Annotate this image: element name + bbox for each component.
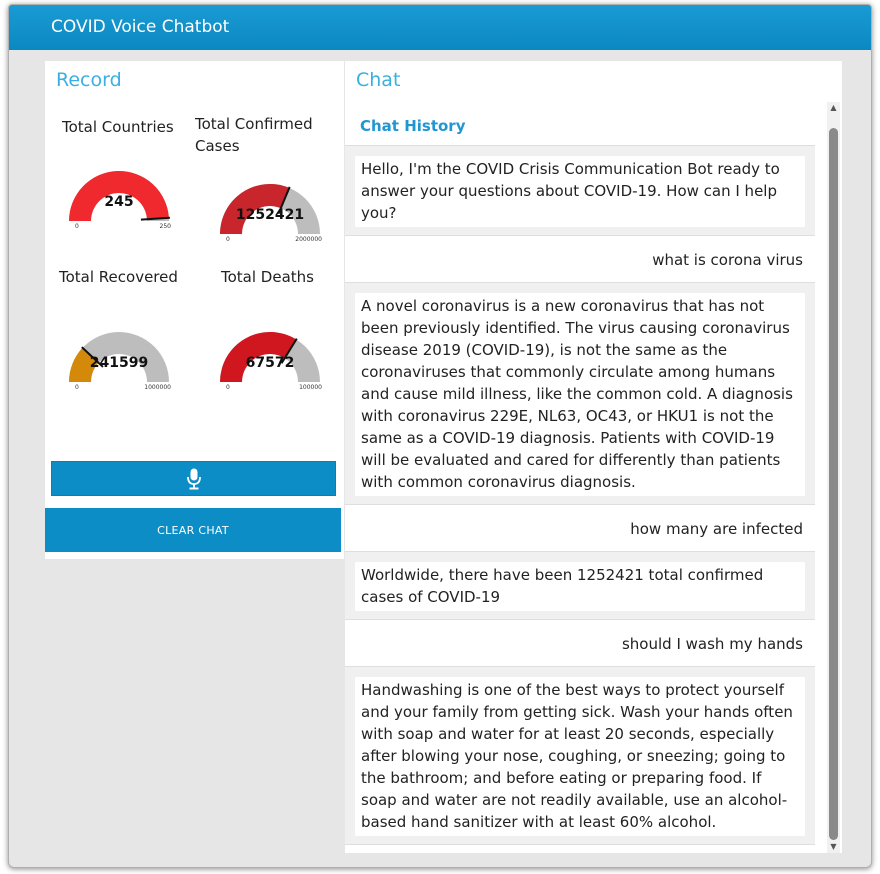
bot-message [345,666,815,845]
chat-scrollbar[interactable] [827,102,840,853]
clear-chat-button[interactable]: CLEAR CHAT [45,508,341,552]
chat-history-title: Chat History [360,117,466,135]
chat-panel [345,61,842,853]
bot-message-text: Handwashing is one of the best ways to protect yourself and your family from getting sick. Wash your hands often with soap and water for at least 20 seconds, especially after blowing your nose, coughing, or sneezing; going to the bathroom; and before eating or preparing food. If soap and water are not readily available, use an alcohol-based hand sanitizer with at least 60% alcohol. [355,677,805,836]
gauge-confirmed-min: 0 [226,236,230,243]
gauge-title-countries: Total Countries [62,118,174,136]
gauge-recovered-arc [65,318,173,388]
microphone-icon [187,468,201,490]
title-bar [9,5,871,50]
gauge-deaths-min: 0 [226,384,230,391]
chat-title: Chat [356,69,401,91]
gauge-countries [65,157,173,230]
gauge-recovered [65,318,173,391]
user-message: how many are infected [345,505,815,551]
gauge-countries-max: 250 [159,223,171,230]
gauge-recovered-min: 0 [75,384,79,391]
user-message: what is corona virus [345,236,815,282]
record-panel [45,61,344,559]
scrollbar-thumb[interactable] [829,128,838,840]
gauge-confirmed-value: 1252421 [235,207,305,223]
gauge-countries-arc [65,157,173,227]
gauge-countries-min: 0 [75,223,79,230]
chat-history-list[interactable] [345,145,815,853]
gauge-title-recovered: Total Recovered [59,268,178,286]
gauge-confirmed [216,170,324,243]
gauge-recovered-value: 241599 [89,355,149,371]
gauge-title-confirmed: Total Confirmed Cases [195,115,313,155]
gauge-countries-value: 245 [104,194,134,210]
scroll-up-arrow-icon[interactable]: ▲ [830,103,837,112]
gauge-deaths-arc [216,318,324,388]
microphone-button[interactable] [51,461,336,496]
user-message: should I wash my hands [345,620,815,666]
app-window [8,4,872,868]
gauge-deaths-value: 67572 [245,355,295,371]
gauge-confirmed-max: 2000000 [295,236,322,243]
bot-message-text: Worldwide, there have been 1252421 total confirmed cases of COVID-19 [355,562,805,611]
bot-message [345,282,815,505]
gauge-title-deaths: Total Deaths [221,268,314,286]
gauge-deaths [216,318,324,391]
scroll-down-arrow-icon[interactable]: ▼ [830,842,837,851]
bot-message-text: Hello, I'm the COVID Crisis Communication Bot ready to answer your questions about COVID-19. How can I help you? [355,156,805,227]
app-title: COVID Voice Chatbot [51,17,230,37]
gauge-recovered-max: 1000000 [144,384,171,391]
gauge-confirmed-arc [216,170,324,240]
bot-message-text: A novel coronavirus is a new coronavirus that has not been previously identified. The virus causing coronavirus disease 2019 (COVID-19), is not the same as the coronaviruses that commonly circulate among humans and cause mild illness, like the common cold. A diagnosis with coronavirus 229E, NL63, OC43, or HKU1 is not the same as a COVID-19 diagnosis. Patients with COVID-19 will be evaluated and cared for differently than patients with common coronavirus diagnosis. [355,293,805,496]
gauge-deaths-max: 100000 [299,384,322,391]
bot-message [345,145,815,236]
bot-message [345,551,815,620]
record-title: Record [56,69,122,91]
